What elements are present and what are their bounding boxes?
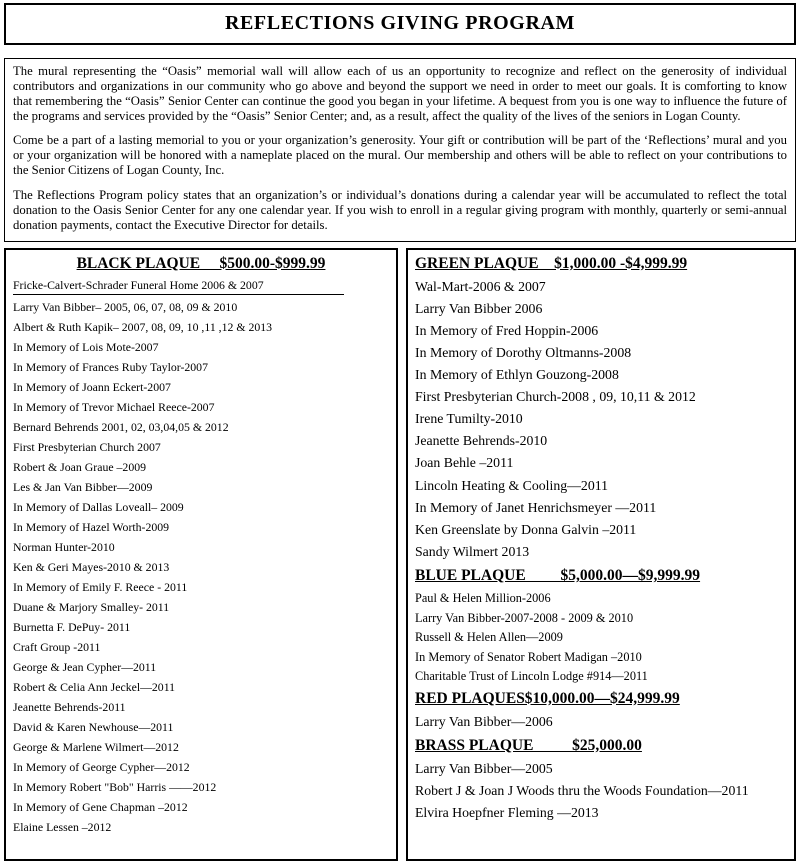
list-item: Bernard Behrends 2001, 02, 03,04,05 & 2012 bbox=[13, 420, 229, 435]
blue-plaque-list bbox=[415, 592, 787, 683]
black-plaque-column bbox=[4, 248, 398, 861]
green-plaque-heading: GREEN PLAQUE $1,000.00 -$4,999.99 bbox=[415, 254, 688, 272]
list-item: Fricke-Calvert-Schrader Funeral Home 2006 & 2007 bbox=[13, 279, 344, 296]
list-item: George & Marlene Wilmert—2012 bbox=[13, 740, 179, 755]
list-item: Larry Van Bibber-2007-2008 - 2009 & 2010 bbox=[415, 610, 634, 625]
list-item: In Memory of Lois Mote-2007 bbox=[13, 340, 159, 355]
list-item: Norman Hunter-2010 bbox=[13, 540, 115, 555]
list-item: David & Karen Newhouse—2011 bbox=[13, 720, 174, 735]
list-item: In Memory of Dallas Loveall– 2009 bbox=[13, 500, 184, 515]
list-item: Albert & Ruth Kapik– 2007, 08, 09, 10 ,11 ,12 & 2013 bbox=[13, 320, 273, 335]
list-item: In Memory of Hazel Worth-2009 bbox=[13, 520, 170, 535]
list-item: Elvira Hoepfner Fleming —2013 bbox=[415, 805, 599, 820]
list-item: Joan Behle –2011 bbox=[415, 455, 514, 471]
blue-plaque-heading: BLUE PLAQUE $5,000.00—$9,999.99 bbox=[415, 567, 701, 585]
list-item: George & Jean Cypher—2011 bbox=[13, 660, 157, 675]
red-plaque-list bbox=[415, 715, 787, 730]
list-item: Jeanette Behrends-2010 bbox=[415, 433, 548, 449]
red-plaque-section bbox=[415, 690, 787, 730]
red-plaque-heading: RED PLAQUES$10,000.00—$24,999.99 bbox=[415, 689, 680, 707]
list-item: Paul & Helen Million-2006 bbox=[415, 591, 551, 606]
list-item: In Memory of Janet Henrichsmeyer —2011 bbox=[415, 499, 657, 515]
green-plaque-list bbox=[415, 280, 787, 560]
list-item: Larry Van Bibber– 2005, 06, 07, 08, 09 & 2010 bbox=[13, 300, 238, 315]
list-item: In Memory of Gene Chapman –2012 bbox=[13, 800, 188, 815]
brass-plaque-list bbox=[415, 762, 787, 821]
list-item: First Presbyterian Church-2008 , 09, 10,11 & 2012 bbox=[415, 389, 696, 405]
list-item: In Memory of Dorothy Oltmanns-2008 bbox=[415, 344, 632, 360]
intro-paragraph: The Reflections Program policy states that an organization’s or individual’s donations during a calendar year will be accumulated to reflect the total donation to the Oasis Senior Center for any one calendar year. If you wish to enroll in a regular giving program with monthly, quarterly or semi-annual donation payments, contact the Executive Director for details. bbox=[13, 188, 787, 232]
list-item: In Memory of Senator Robert Madigan –2010 bbox=[415, 649, 642, 664]
list-item: Irene Tumilty-2010 bbox=[415, 411, 523, 427]
list-item: In Memory Robert "Bob" Harris ——2012 bbox=[13, 780, 217, 795]
list-item: Robert J & Joan J Woods thru the Woods Foundation—2011 bbox=[415, 782, 749, 798]
list-item: Craft Group -2011 bbox=[13, 640, 101, 655]
list-item: Lincoln Heating & Cooling—2011 bbox=[415, 477, 609, 493]
list-item: Burnetta F. DePuy- 2011 bbox=[13, 620, 131, 635]
list-item: Robert & Celia Ann Jeckel—2011 bbox=[13, 680, 176, 695]
list-item: Larry Van Bibber 2006 bbox=[415, 300, 543, 316]
plaque-columns bbox=[4, 248, 796, 861]
list-item: Duane & Marjory Smalley- 2011 bbox=[13, 600, 170, 615]
right-plaque-column bbox=[406, 248, 796, 861]
list-item: In Memory of Emily F. Reece - 2011 bbox=[13, 580, 188, 595]
list-item: Larry Van Bibber—2006 bbox=[415, 713, 553, 729]
black-plaque-list bbox=[13, 279, 389, 834]
list-item: Charitable Trust of Lincoln Lodge #914—2011 bbox=[415, 669, 648, 684]
brass-plaque-section bbox=[415, 737, 787, 821]
intro-paragraph: The mural representing the “Oasis” memorial wall will allow each of us an opportunity to recognize and reflect on the generosity of individual contributors and organizations in our community who go above and beyond the support we need in order to meet our goals. It is comforting to know that remembering the “Oasis” Senior Center can continue the good you began in your lifetime. A bequest from you is one way to influence the future of the programs and services provided by the “Oasis” Senior Center; and, as a result, affect the quality of the lives of the seniors in Logan County. bbox=[13, 64, 787, 123]
list-item: Ken & Geri Mayes-2010 & 2013 bbox=[13, 560, 170, 575]
list-item: In Memory of Joann Eckert-2007 bbox=[13, 380, 171, 395]
list-item: In Memory of Trevor Michael Reece-2007 bbox=[13, 400, 215, 415]
list-item: First Presbyterian Church 2007 bbox=[13, 440, 161, 455]
list-item: In Memory of Ethlyn Gouzong-2008 bbox=[415, 367, 619, 383]
brass-plaque-heading: BRASS PLAQUE $25,000.00 bbox=[415, 736, 642, 754]
list-item: Jeanette Behrends-2011 bbox=[13, 700, 126, 715]
list-item: Larry Van Bibber—2005 bbox=[415, 760, 553, 776]
list-item: Les & Jan Van Bibber—2009 bbox=[13, 480, 153, 495]
list-item: In Memory of Frances Ruby Taylor-2007 bbox=[13, 360, 208, 375]
page-title: REFLECTIONS GIVING PROGRAM bbox=[224, 12, 576, 34]
list-item: Russell & Helen Allen—2009 bbox=[415, 630, 563, 645]
list-item: Robert & Joan Graue –2009 bbox=[13, 460, 147, 475]
list-item: In Memory of Fred Hoppin-2006 bbox=[415, 322, 599, 338]
list-item: Ken Greenslate by Donna Galvin –2011 bbox=[415, 521, 637, 537]
green-plaque-section bbox=[415, 255, 787, 560]
intro-box bbox=[4, 58, 796, 242]
blue-plaque-section bbox=[415, 567, 787, 683]
black-plaque-heading: BLACK PLAQUE $500.00-$999.99 bbox=[76, 254, 326, 272]
title-box bbox=[4, 3, 796, 45]
list-item: Sandy Wilmert 2013 bbox=[415, 543, 530, 559]
list-item: Elaine Lessen –2012 bbox=[13, 820, 112, 835]
list-item: In Memory of George Cypher—2012 bbox=[13, 760, 190, 775]
intro-paragraph: Come be a part of a lasting memorial to you or your organization’s generosity. Your gift or contribution will be part of the ‘Reflections’ mural and you or your organization will be honored with a nameplate placed on the mural. Our membership and others will be able to reflect on your contributions to the Senior Citizens of Logan County, Inc. bbox=[13, 133, 787, 178]
list-item: Wal-Mart-2006 & 2007 bbox=[415, 278, 546, 294]
